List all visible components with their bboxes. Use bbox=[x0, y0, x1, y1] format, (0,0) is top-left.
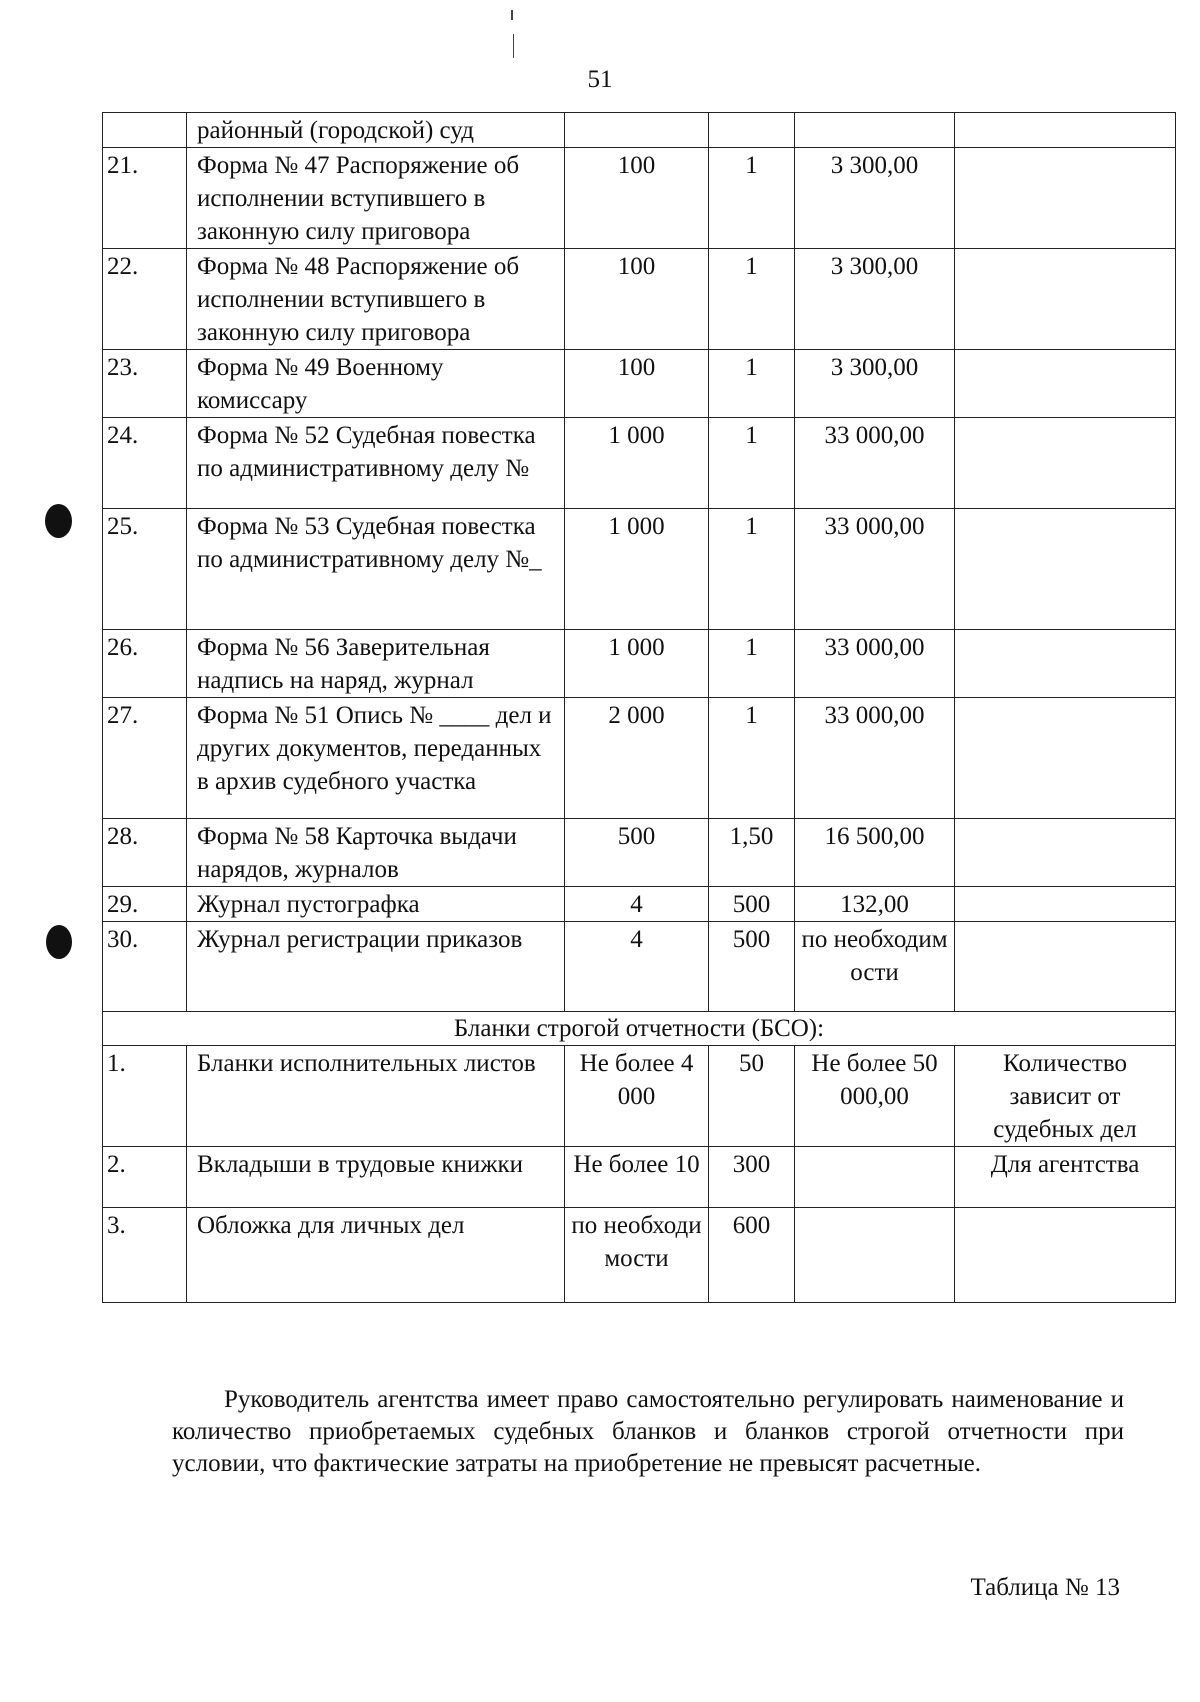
cell-c6 bbox=[955, 148, 1176, 249]
table-row bbox=[103, 148, 1176, 249]
cell-name: районный (городской) суд bbox=[187, 113, 565, 148]
cell-c3: 4 bbox=[565, 922, 709, 1012]
cell-c5 bbox=[795, 113, 955, 148]
scan-speck bbox=[513, 34, 514, 58]
cell-c4: 1 bbox=[709, 630, 795, 698]
cell-c6 bbox=[955, 249, 1176, 350]
cell-c6 bbox=[955, 698, 1176, 819]
cell-c4: 1 bbox=[709, 418, 795, 509]
cell-c4: 600 bbox=[709, 1208, 795, 1303]
cell-name: Форма № 48 Распоряжение об исполнении вступившего в законную силу приговора bbox=[187, 249, 565, 350]
cell-c6 bbox=[955, 630, 1176, 698]
cell-c6 bbox=[955, 1208, 1176, 1303]
cell-c3: Не более 10 bbox=[565, 1147, 709, 1208]
cell-name: Форма № 51 Опись № ____ дел и других документов, переданных в архив судебного участка bbox=[187, 698, 565, 819]
cell-c5: 33 000,00 bbox=[795, 698, 955, 819]
cell-c3: по необходи мости bbox=[565, 1208, 709, 1303]
section-row bbox=[103, 1012, 1176, 1046]
cell-num: 1. bbox=[103, 1046, 187, 1147]
cell-num: 30. bbox=[103, 922, 187, 1012]
cell-c4: 1 bbox=[709, 509, 795, 630]
cell-c3: 500 bbox=[565, 819, 709, 887]
cell-c6 bbox=[955, 113, 1176, 148]
cell-num: 23. bbox=[103, 350, 187, 418]
cell-c6 bbox=[955, 819, 1176, 887]
cell-c4: 500 bbox=[709, 887, 795, 922]
cell-c3: 100 bbox=[565, 148, 709, 249]
table-row bbox=[103, 630, 1176, 698]
table-row bbox=[103, 509, 1176, 630]
cell-num: 21. bbox=[103, 148, 187, 249]
cell-c5: по необходим ости bbox=[795, 922, 955, 1012]
cell-name: Форма № 56 Заверительная надпись на наряд, журнал bbox=[187, 630, 565, 698]
table-body bbox=[103, 113, 1176, 1303]
cell-c5: 3 300,00 bbox=[795, 249, 955, 350]
cell-c5 bbox=[795, 1147, 955, 1208]
cell-c4: 1 bbox=[709, 350, 795, 418]
table-row bbox=[103, 1046, 1176, 1147]
cell-name: Форма № 58 Карточка выдачи нарядов, журналов bbox=[187, 819, 565, 887]
cell-name: Форма № 53 Судебная повестка по административному делу №_ bbox=[187, 509, 565, 630]
table-row bbox=[103, 350, 1176, 418]
cell-name: Вкладыши в трудовые книжки bbox=[187, 1147, 565, 1208]
cell-c5: 33 000,00 bbox=[795, 630, 955, 698]
cell-c5: 132,00 bbox=[795, 887, 955, 922]
footer-paragraph: Руководитель агентства имеет право самостоятельно регулировать наименование и количество приобретаемых судебных бланков и бланков строгой отчетности при условии, что фактические затраты на приобретение не превысят расчетные. bbox=[172, 1386, 1124, 1477]
table-row bbox=[103, 1147, 1176, 1208]
punch-hole-mark bbox=[45, 504, 72, 538]
table-row bbox=[103, 113, 1176, 148]
cell-c5: 16 500,00 bbox=[795, 819, 955, 887]
cell-c5: Не более 50 000,00 bbox=[795, 1046, 955, 1147]
cell-c4: 1 bbox=[709, 148, 795, 249]
cell-c5: 33 000,00 bbox=[795, 418, 955, 509]
punch-hole-mark bbox=[46, 925, 72, 959]
cell-num: 22. bbox=[103, 249, 187, 350]
cell-c6 bbox=[955, 922, 1176, 1012]
cell-c6 bbox=[955, 509, 1176, 630]
cell-name: Форма № 52 Судебная повестка по административному делу № bbox=[187, 418, 565, 509]
cell-c6 bbox=[955, 887, 1176, 922]
cell-name: Форма № 47 Распоряжение об исполнении вступившего в законную силу приговора bbox=[187, 148, 565, 249]
cell-name: Журнал регистрации приказов bbox=[187, 922, 565, 1012]
cell-num: 3. bbox=[103, 1208, 187, 1303]
cell-c4: 1,50 bbox=[709, 819, 795, 887]
table-row bbox=[103, 698, 1176, 819]
table-row bbox=[103, 922, 1176, 1012]
cell-num: 28. bbox=[103, 819, 187, 887]
forms-table bbox=[102, 112, 1176, 1303]
cell-c3: 2 000 bbox=[565, 698, 709, 819]
cell-num: 24. bbox=[103, 418, 187, 509]
cell-num: 29. bbox=[103, 887, 187, 922]
table-row bbox=[103, 418, 1176, 509]
cell-name: Бланки исполнительных листов bbox=[187, 1046, 565, 1147]
cell-c5 bbox=[795, 1208, 955, 1303]
cell-c4: 1 bbox=[709, 249, 795, 350]
cell-c3: Не более 4 000 bbox=[565, 1046, 709, 1147]
cell-c4: 1 bbox=[709, 698, 795, 819]
cell-c3 bbox=[565, 113, 709, 148]
cell-c4: 300 bbox=[709, 1147, 795, 1208]
cell-num: 2. bbox=[103, 1147, 187, 1208]
section-title: Бланки строгой отчетности (БСО): bbox=[103, 1012, 1176, 1046]
cell-c6 bbox=[955, 418, 1176, 509]
cell-c4 bbox=[709, 113, 795, 148]
table-row bbox=[103, 819, 1176, 887]
cell-c4: 500 bbox=[709, 922, 795, 1012]
cell-c5: 3 300,00 bbox=[795, 148, 955, 249]
table-row bbox=[103, 887, 1176, 922]
page-number: 51 bbox=[587, 66, 613, 93]
cell-c6: Для агентства bbox=[955, 1147, 1176, 1208]
cell-num: 25. bbox=[103, 509, 187, 630]
cell-c3: 1 000 bbox=[565, 630, 709, 698]
cell-name: Журнал пустографка bbox=[187, 887, 565, 922]
cell-c3: 100 bbox=[565, 249, 709, 350]
cell-c5: 33 000,00 bbox=[795, 509, 955, 630]
cell-c4: 50 bbox=[709, 1046, 795, 1147]
cell-c6: Количество зависит от судебных дел bbox=[955, 1046, 1176, 1147]
cell-c3: 100 bbox=[565, 350, 709, 418]
scan-speck bbox=[511, 10, 513, 20]
table-row bbox=[103, 249, 1176, 350]
cell-c3: 1 000 bbox=[565, 509, 709, 630]
cell-num: 26. bbox=[103, 630, 187, 698]
cell-c5: 3 300,00 bbox=[795, 350, 955, 418]
cell-name: Форма № 49 Военному комиссару bbox=[187, 350, 565, 418]
cell-c3: 1 000 bbox=[565, 418, 709, 509]
cell-num bbox=[103, 113, 187, 148]
cell-num: 27. bbox=[103, 698, 187, 819]
cell-name: Обложка для личных дел bbox=[187, 1208, 565, 1303]
table-caption: Таблица № 13 bbox=[970, 1574, 1120, 1601]
table-row bbox=[103, 1208, 1176, 1303]
cell-c3: 4 bbox=[565, 887, 709, 922]
cell-c6 bbox=[955, 350, 1176, 418]
